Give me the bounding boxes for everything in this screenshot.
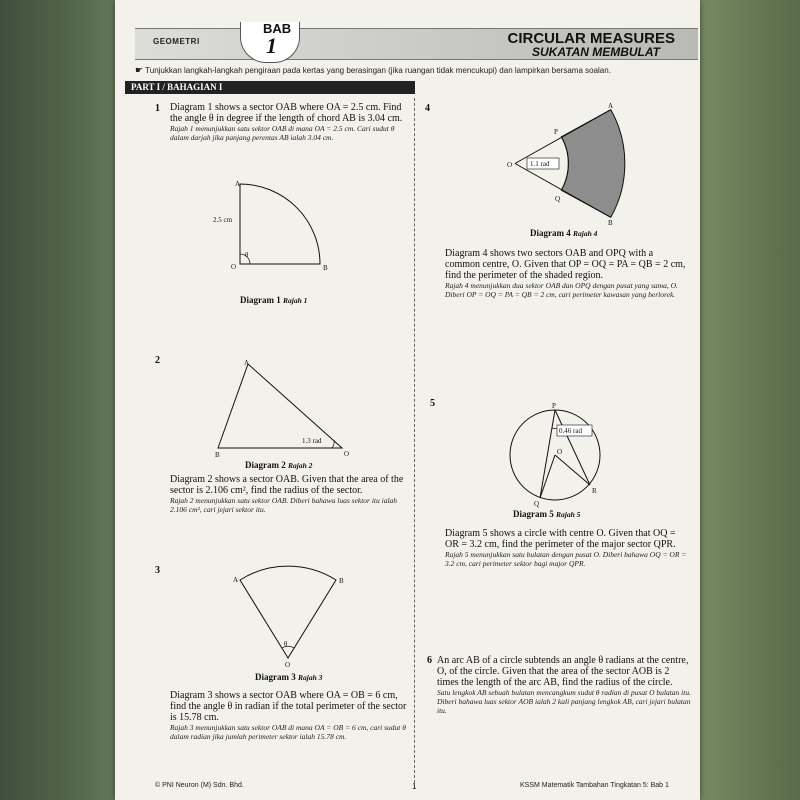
label-o: O	[285, 661, 291, 669]
question-2	[170, 474, 410, 514]
question-text-ms: Rajah 4 menunjukkan dua sektor OAB dan OPQ dengan pusat yang sama, O. Diberi OP = OQ = PA = QB = 2 cm, cari perimeter kawasan yang berlorek.	[445, 281, 678, 299]
label-angle: θ	[284, 640, 288, 648]
column-divider	[414, 98, 415, 788]
label-angle: 1.1 rad	[530, 160, 550, 168]
caption-text: Diagram 2	[245, 460, 286, 470]
question-text: An arc AB of a circle subtends an angle θ radians at the centre, O, of the circle. Given that the area of the sector AOB is 2 times the length of the arc AB, find the radius of the circle.	[437, 655, 689, 688]
label-r: R	[592, 487, 597, 495]
question-number: 2	[155, 355, 160, 366]
footer-page-number: 1	[412, 782, 417, 791]
question-3	[170, 690, 410, 741]
caption-text: Diagram 3	[255, 672, 296, 682]
question-text-ms: Rajah 1 menunjukkan satu sektor OAB di mana OA = 2.5 cm. Cari sudut θ dalam darjah jika panjang perentas AB ialah 3.04 cm.	[170, 124, 395, 142]
label-q: Q	[555, 195, 561, 203]
label-angle: θ	[245, 251, 249, 259]
caption-text-ms: Rajah 1	[283, 296, 308, 305]
caption-text-ms: Rajah 3	[298, 673, 323, 682]
question-number: 3	[155, 565, 160, 576]
question-5	[445, 528, 690, 568]
diagram-4	[507, 100, 625, 227]
background-left	[0, 0, 130, 800]
question-1	[170, 102, 410, 142]
question-text: Diagram 5 shows a circle with centre O. Given that OQ = OR = 3.2 cm, find the perimeter of the major sector QPR.	[445, 528, 676, 550]
diagram-5	[510, 400, 600, 508]
label-o: O	[557, 448, 563, 456]
footer-book-title: KSSM Matematik Tambahan Tingkatan 5: Bab 1	[520, 782, 669, 789]
label-b: B	[323, 264, 328, 272]
question-text-ms: Rajah 2 menunjukkan satu sektor OAB. Diberi bahawa luas sektor itu ialah 2.106 cm², cari jejari sektor itu.	[170, 496, 398, 514]
question-text-ms: Satu lengkok AB sebuah bulatan mencangkum sudut θ radian di pusat O bulatan itu. Diberi bahawa luas sektor AOB ialah 2 kali panjang lengkok AB, cari jejari bulatan itu.	[437, 688, 691, 715]
diagram-2-caption	[245, 460, 312, 470]
caption-text: Diagram 5	[513, 509, 554, 519]
label-p: P	[552, 402, 556, 410]
caption-text: Diagram 1	[240, 295, 281, 305]
chapter-number: 1	[266, 33, 277, 58]
question-6	[437, 655, 692, 715]
caption-text: Diagram 4	[530, 228, 571, 238]
pointing-hand-icon: ☛	[135, 65, 144, 75]
label-length: 2.5 cm	[213, 216, 233, 224]
question-text: Diagram 1 shows a sector OAB where OA = 2.5 cm. Find the angle θ in degree if the length of chord AB is 3.04 cm.	[170, 102, 403, 124]
caption-text-ms: Rajah 5	[556, 510, 581, 519]
question-text-ms: Rajah 5 menunjukkan satu bulatan dengan pusat O. Diberi bahawa OQ = OR = 3.2 cm, cari perimeter sektor bagi major QPR.	[445, 550, 687, 568]
label-b: B	[215, 451, 220, 459]
label-angle: 1.3 rad	[302, 437, 322, 445]
worksheet-page	[115, 0, 700, 800]
diagram-3	[230, 568, 350, 668]
label-b: B	[608, 219, 613, 227]
background-right	[690, 0, 800, 800]
caption-text-ms: Rajah 2	[288, 461, 313, 470]
page-title: CIRCULAR MEASURES	[507, 30, 675, 47]
label-p: P	[554, 128, 558, 136]
chapter-label: BAB	[263, 21, 292, 36]
diagram-4-caption	[530, 228, 597, 238]
label-a: A	[608, 102, 614, 110]
page-subtitle: SUKATAN MEMBULAT	[532, 45, 660, 59]
label-a: A	[244, 359, 250, 367]
footer-publisher: © PNI Neuron (M) Sdn. Bhd.	[155, 782, 244, 789]
label-o: O	[344, 450, 350, 458]
label-b: B	[339, 577, 344, 585]
question-text-ms: Rajah 3 menunjukkan satu sektor OAB di mana OA = OB = 6 cm, cari sudut θ dalam radian jika jumlah perimeter sektor ialah 15.78 cm.	[170, 723, 406, 741]
diagram-1	[215, 178, 345, 278]
question-number: 5	[430, 398, 435, 409]
topic-label: GEOMETRI	[153, 37, 200, 46]
question-text: Diagram 2 shows a sector OAB. Given that the area of the sector is 2.106 cm², find the radius of the sector.	[170, 474, 404, 496]
part-heading: PART I / BAHAGIAN I	[125, 81, 415, 94]
question-number: 1	[155, 103, 160, 114]
label-a: A	[235, 180, 241, 188]
label-o: O	[507, 161, 513, 169]
diagram-3-caption	[255, 672, 322, 682]
question-number: 6	[427, 655, 432, 666]
label-o: O	[231, 263, 237, 271]
instruction-text: Tunjukkan langkah-langkah pengiraan pada kertas yang berasingan (jika ruangan tidak mencukupi) dan lampirkan bersama soalan.	[145, 66, 611, 75]
diagram-1-caption	[240, 295, 307, 305]
question-text: Diagram 3 shows a sector OAB where OA = OB = 6 cm, find the angle θ in radian if the total perimeter of the sector is 15.78 cm.	[170, 690, 407, 723]
label-a: A	[233, 576, 239, 584]
caption-text-ms: Rajah 4	[573, 229, 598, 238]
instruction-line	[135, 65, 695, 76]
label-q: Q	[534, 500, 540, 508]
question-text: Diagram 4 shows two sectors OAB and OPQ with a common centre, O. Given that OP = OQ = PA = QB = 2 cm, find the perimeter of the shaded region.	[445, 248, 686, 281]
label-angle: 0.46 rad	[559, 427, 582, 435]
question-4	[445, 248, 690, 299]
question-number: 4	[425, 103, 430, 114]
diagram-2	[210, 356, 355, 458]
diagram-5-caption	[513, 509, 580, 519]
